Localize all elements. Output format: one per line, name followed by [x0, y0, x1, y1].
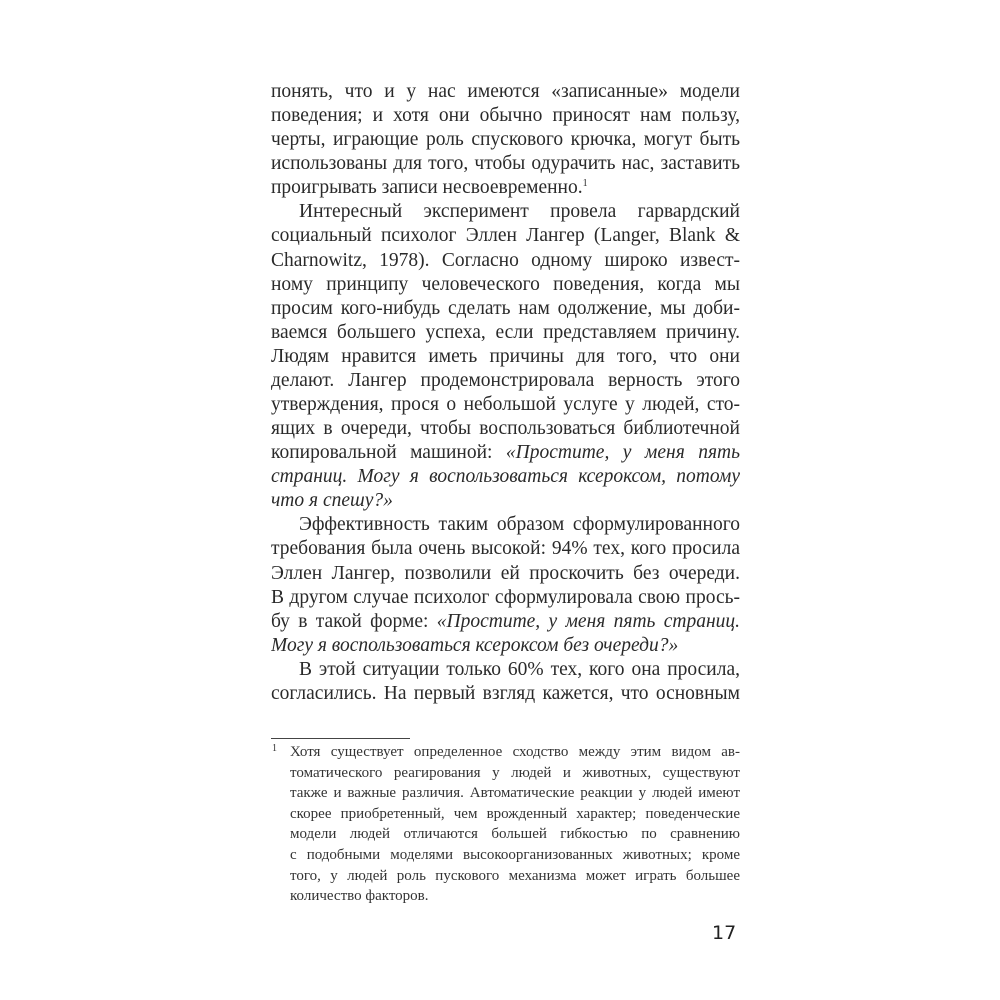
text-run: бу в такой форме: [271, 610, 437, 632]
body-text [271, 80, 740, 706]
footnote-reference: 1 [582, 178, 588, 190]
text-line [271, 513, 740, 537]
text-line [271, 562, 740, 586]
italic-quote: «Простите, у меня пять [505, 442, 740, 464]
text-run: В этой ситуации только 60% тех, кого она просила, [299, 658, 740, 680]
text-run: согласились. На первый взгляд кажется, что основным [271, 682, 740, 704]
text-run: Эффективность таким образом сформулированного [299, 514, 740, 536]
text-run: копировальной машиной: [271, 442, 506, 464]
text-run: понять, что и у нас имеются «записанные» модели [271, 81, 740, 102]
footnote-line [271, 886, 740, 907]
italic-quote: что я спешу?» [271, 490, 393, 512]
text-line [271, 80, 740, 104]
text-line [271, 537, 740, 561]
text-line [271, 465, 740, 489]
text-line [271, 297, 740, 321]
text-run: делают. Лангер продемонстрировала верность этого [271, 369, 740, 391]
footnote-line [271, 783, 740, 804]
text-run: требования была очень высокой: 94% тех, кого просила [271, 538, 740, 560]
text-line [271, 489, 740, 513]
text-run: черты, играющие роль спускового крючка, могут быть [271, 129, 740, 151]
footnote-text: также и важные различия. Автоматические реакции у людей имеют [290, 785, 740, 802]
text-run: утверждения, прося о небольшой услуге у людей, сто- [271, 394, 740, 416]
page-number: 17 [712, 922, 737, 944]
footnote-text: Хотя существует определенное сходство между этим видом ав- [290, 744, 740, 760]
text-line [271, 682, 740, 706]
footnote-line [271, 804, 740, 825]
text-run: Эллен Лангер, позволили ей проскочить без очереди. [271, 562, 740, 584]
text-line [271, 345, 740, 369]
text-run: ящих в очереди, чтобы воспользоваться библиотечной [271, 418, 740, 440]
text-line [271, 634, 740, 658]
text-run: Интересный эксперимент провела гарвардский [299, 201, 740, 223]
text-line [271, 441, 740, 465]
text-line [271, 152, 740, 176]
text-run: ваемся большего успеха, если представляем причину. [271, 321, 740, 343]
text-run: просим кого-нибудь сделать нам одолжение, мы доби- [271, 297, 740, 319]
text-line [271, 417, 740, 441]
text-run: использованы для того, чтобы одурачить нас, заставить [271, 153, 740, 175]
text-line [271, 610, 740, 634]
text-run: В другом случае психолог сформулировала свою прось- [271, 586, 740, 608]
text-line [271, 200, 740, 224]
text-line [271, 176, 740, 200]
text-line [271, 249, 740, 273]
italic-quote: страниц. Могу я воспользоваться ксероксом, потому [271, 466, 740, 488]
text-line [271, 393, 740, 417]
footnote-line [271, 866, 740, 887]
italic-quote: «Простите, у меня пять страниц. [436, 610, 740, 632]
italic-quote: Могу я воспользоваться ксероксом без очереди?» [271, 634, 679, 656]
text-run: проигрывать записи несвоевременно. [271, 177, 583, 199]
footnote-text: того, у людей роль пускового механизма может играть большее [290, 867, 740, 884]
footnote-divider [271, 738, 410, 739]
text-line [271, 273, 740, 297]
footnote-text: с подобными моделями высокоорганизованных животных; кроме [290, 846, 740, 863]
text-line [271, 321, 740, 345]
footnote-line [271, 824, 740, 845]
text-line [271, 586, 740, 610]
text-run: Charnowitz, 1978). Согласно одному широко извест- [271, 249, 740, 271]
text-line [271, 128, 740, 152]
text-line [271, 369, 740, 393]
footnote-text: модели людей отличаются большей гибкостью по сравнению [290, 826, 740, 843]
text-run: поведения; и хотя они обычно приносят нам пользу, [271, 105, 740, 127]
footnote-text: скорее приобретенный, чем врожденный характер; поведенческие [290, 805, 740, 822]
footnote-text: количество факторов. [290, 888, 429, 905]
footnote-text: томатического реагирования у людей и животных, существуют [290, 764, 740, 781]
text-line [271, 104, 740, 128]
text-run: социальный психолог Эллен Лангер (Langer, Blank & [271, 225, 740, 247]
text-run: ному принципу человеческого поведения, когда мы [271, 273, 740, 295]
text-line [271, 658, 740, 682]
text-line [271, 224, 740, 248]
footnote [271, 742, 740, 907]
footnote-marker: 1 [272, 743, 277, 754]
footnote-line [271, 763, 740, 784]
footnote-line [271, 845, 740, 866]
footnote-line [271, 742, 740, 763]
text-run: Людям нравится иметь причины для того, что они [271, 345, 740, 367]
